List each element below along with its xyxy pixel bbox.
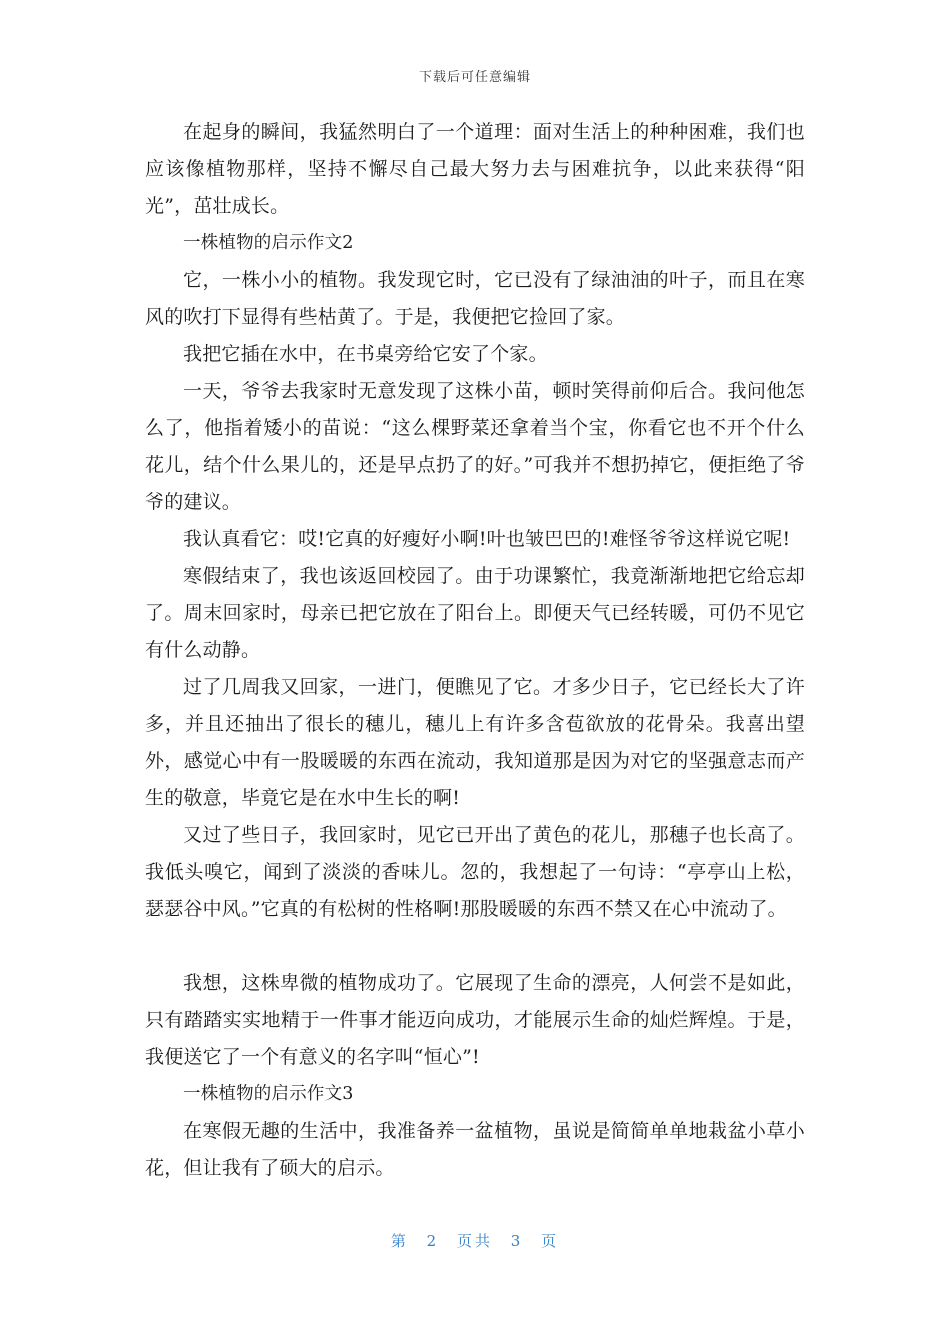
document-body [145,114,805,1187]
paragraph: 我把它插在水中，在书桌旁给它安了个家。 [183,343,548,365]
blank-line [145,928,805,965]
paragraph: 我想，这株卑微的植物成功了。它展现了生命的漂亮，人何尝不是如此，只有踏踏实实地精于一件事才能迈向成功，才能展示生命的灿烂辉煌。于是，我便送它了一个有意义的名字叫“恒心”! [145,972,805,1068]
page-number: 第 2 页共 3 页 [390,1232,560,1250]
section-heading: 一株植物的启示作文3 [183,1084,354,1104]
paragraph: 在寒假无趣的生活中，我准备养一盆植物，虽说是简简单单地栽盆小草小花，但让我有了硕大的启示。 [145,1120,805,1179]
paragraph: 在起身的瞬间，我猛然明白了一个道理：面对生活上的种种困难，我们也应该像植物那样，坚持不懈尽自己最大努力去与困难抗争，以此来获得“阳光”，茁壮成长。 [145,121,805,217]
paragraph: 我认真看它：哎!它真的好瘦好小啊!叶也皱巴巴的!难怪爷爷这样说它呢! [183,528,791,550]
paragraph: 一天，爷爷去我家时无意发现了这株小苗，顿时笑得前仰后合。我问他怎么了，他指着矮小的苗说：“这么棵野菜还拿着当个宝，你看它也不开个什么花儿，结个什么果儿的，还是早点扔了的好。”可我并不想扔掉它，便拒绝了爷爷的建议。 [145,380,805,513]
paragraph: 它，一株小小的植物。我发现它时，它已没有了绿油油的叶子，而且在寒风的吹打下显得有些枯黄了。于是，我便把它捡回了家。 [145,269,805,328]
page-header: 下载后可任意编辑 [418,70,531,85]
section-heading: 一株植物的启示作文2 [183,233,354,253]
paragraph: 寒假结束了，我也该返回校园了。由于功课繁忙，我竟渐渐地把它给忘却了。周末回家时，母亲已把它放在了阳台上。即便天气已经转暖，可仍不见它有什么动静。 [145,565,805,661]
paragraph: 过了几周我又回家，一进门，便瞧见了它。才多少日子，它已经长大了许多，并且还抽出了很长的穗儿，穗儿上有许多含苞欲放的花骨朵。我喜出望外，感觉心中有一股暖暖的东西在流动，我知道那是因为对它的坚强意志而产生的敬意，毕竟它是在水中生长的啊! [145,676,805,809]
paragraph: 又过了些日子，我回家时，见它已开出了黄色的花儿，那穗子也长高了。我低头嗅它，闻到了淡淡的香味儿。忽的，我想起了一句诗：“亭亭山上松，瑟瑟谷中风。”它真的有松树的性格啊!那股暖暖的东西不禁又在心中流动了。 [145,824,805,920]
